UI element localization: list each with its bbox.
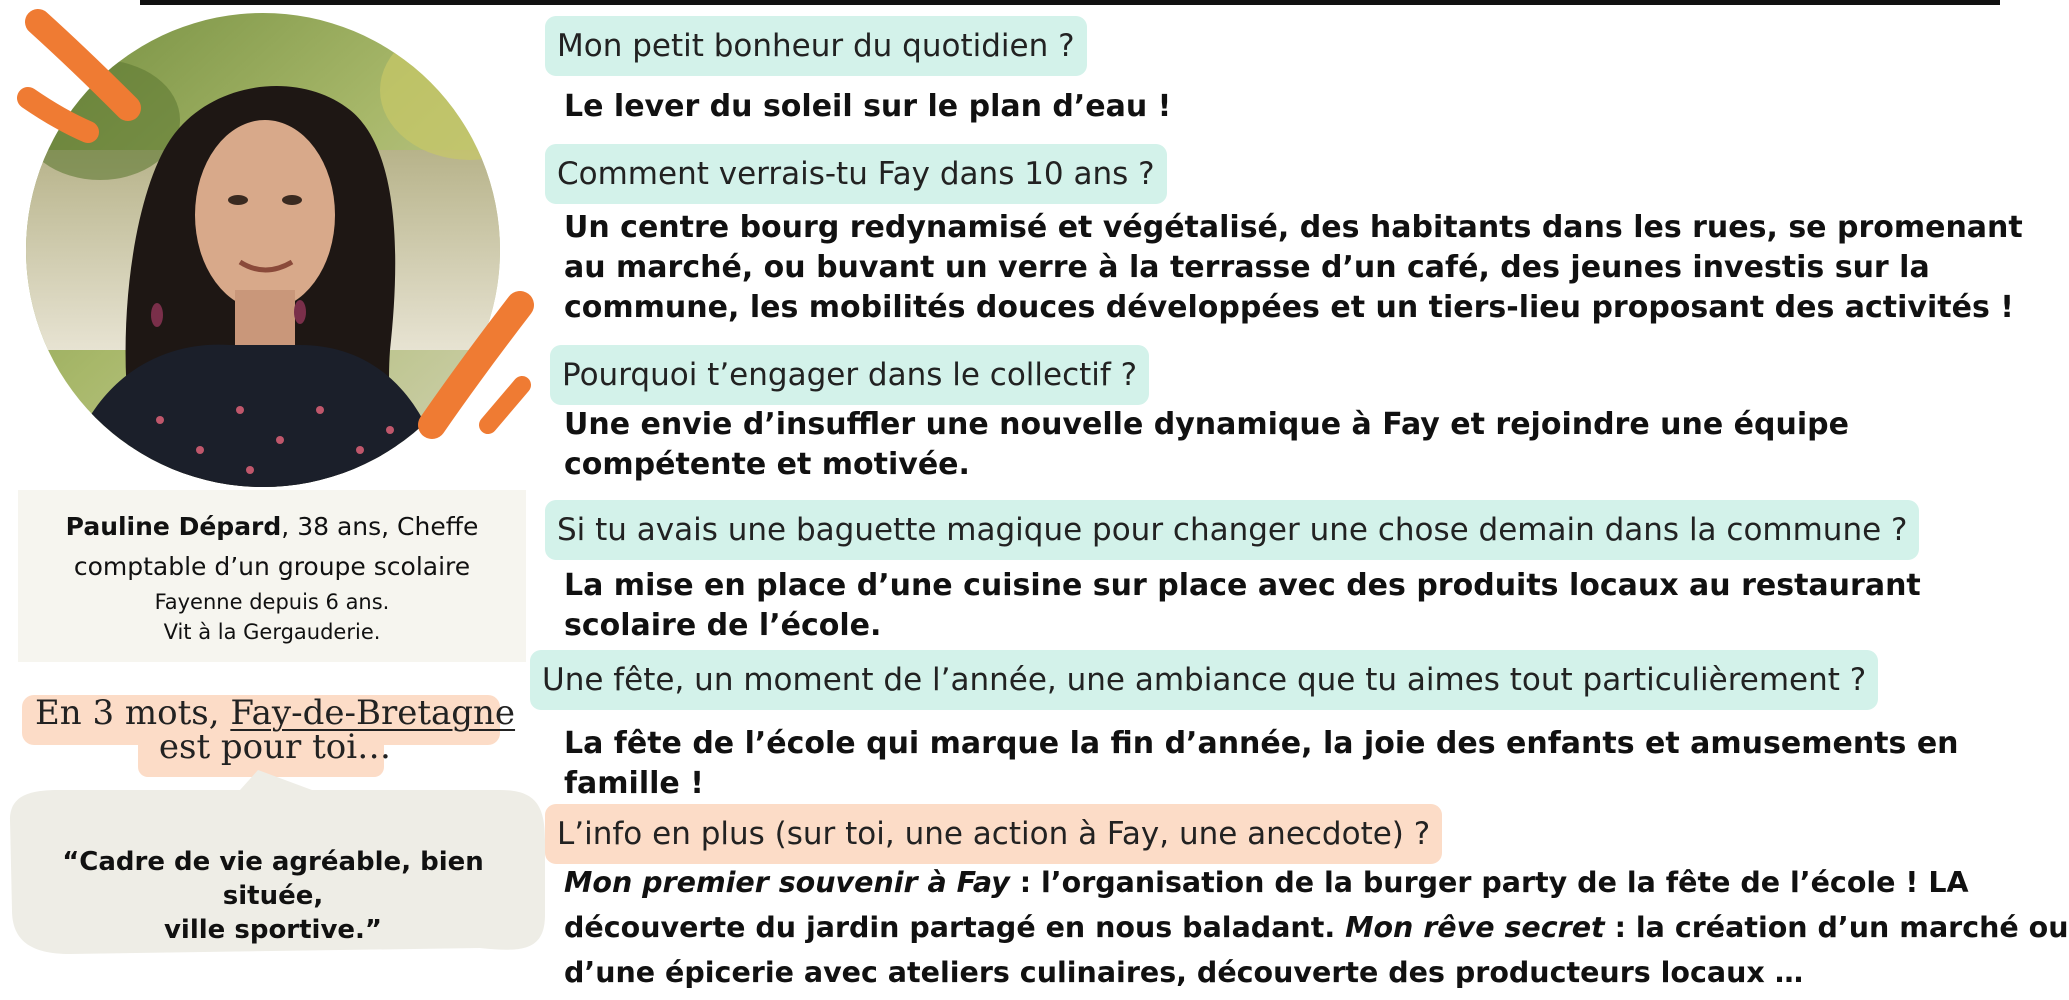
answer-3: [564, 405, 1849, 485]
answer-1-line-1: Le lever du soleil sur le plan d’eau !: [564, 89, 1172, 124]
three-words-prefix: En 3 mots,: [34, 693, 231, 733]
answer-2-line-1: Un centre bourg redynamisé et végétalisé, des habitants dans les rues, se promenant: [564, 210, 2023, 245]
answer-6-text-2a: découverte du jardin partagé en nous baladant.: [564, 911, 1346, 944]
brush-stroke-4: [488, 385, 522, 425]
question-5: Une fête, un moment de l’année, une ambiance que tu aimes tout particulièrement ?: [530, 650, 1878, 710]
question-2: Comment verrais-tu Fay dans 10 ans ?: [545, 144, 1167, 204]
three-words-suffix: est pour toi…: [158, 727, 392, 767]
quote-line-2: ville sportive.”: [163, 915, 383, 945]
portrait-area: [0, 0, 560, 500]
three-words-title: [0, 693, 550, 767]
question-3: Pourquoi t’engager dans le collectif ?: [550, 345, 1149, 405]
answer-6-text-1: : l’organisation de la burger party de la fête de l’école ! LA: [1009, 866, 1969, 899]
question-4: Si tu avais une baguette magique pour changer une chose demain dans la commune ?: [545, 500, 1919, 560]
answer-2-line-2: au marché, ou buvant un verre à la terrasse d’un café, des jeunes investis sur la: [564, 250, 1930, 285]
three-words-place: Fay-de-Bretagne: [230, 693, 516, 733]
question-1: Mon petit bonheur du quotidien ?: [545, 16, 1087, 76]
person-lives: Vit à la Gergauderie.: [163, 620, 381, 644]
answer-1: [564, 87, 1171, 127]
answer-4: [564, 566, 1921, 646]
answer-6-line-3: d’une épicerie avec ateliers culinaires, découverte des producteurs locaux …: [564, 956, 1804, 989]
answer-5-line-2: famille !: [564, 766, 704, 801]
brush-stroke-1: [38, 22, 128, 108]
question-6: L’info en plus (sur toi, une action à Fay, une anecdote) ?: [545, 804, 1442, 864]
answer-6-italic-1: Mon premier souvenir à Fay: [564, 866, 1010, 899]
three-words-quote: [8, 845, 538, 947]
answer-5: [564, 724, 1959, 804]
person-job: comptable d’un groupe scolaire: [73, 552, 471, 581]
answer-6-line-1: [564, 860, 2069, 905]
answer-3-line-2: compétente et motivée.: [564, 447, 970, 482]
answer-3-line-1: Une envie d’insuffler une nouvelle dynamique à Fay et rejoindre une équipe: [564, 407, 1849, 442]
answer-6: [564, 860, 2069, 995]
answer-6-italic-2: Mon rêve secret: [1345, 911, 1605, 944]
answer-5-line-1: La fête de l’école qui marque la fin d’année, la joie des enfants et amusements en: [564, 726, 1959, 761]
person-since: Fayenne depuis 6 ans.: [154, 590, 390, 614]
answer-6-line-2: [564, 905, 2069, 950]
answer-4-line-2: scolaire de l’école.: [564, 608, 882, 643]
quote-line-1: “Cadre de vie agréable, bien située,: [62, 847, 484, 911]
portrait-photo: [0, 0, 560, 500]
portrait-caption: [18, 490, 526, 662]
caption-name-line: [18, 507, 526, 547]
answer-2-line-3: commune, les mobilités douces développées et un tiers-lieu proposant des activités !: [564, 290, 2014, 325]
person-age-role: , 38 ans, Cheffe: [281, 512, 479, 541]
answer-6-text-2b: : la création d’un marché ou: [1604, 911, 2069, 944]
person-name: Pauline Dépard: [65, 512, 282, 541]
answer-4-line-1: La mise en place d’une cuisine sur place avec des produits locaux au restaurant: [564, 568, 1921, 603]
answer-2: [564, 208, 2023, 328]
